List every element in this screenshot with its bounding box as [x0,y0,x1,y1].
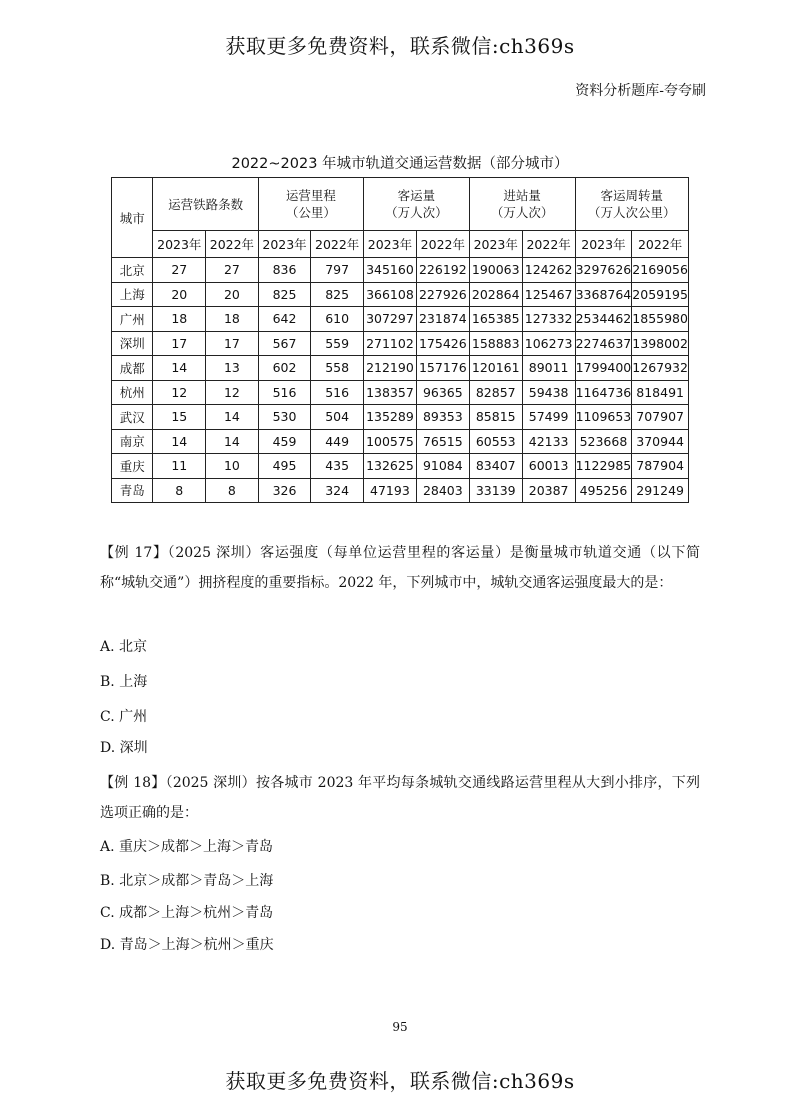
value-cell: 642 [258,307,311,332]
question-18-stem: 【例 18】（2025 深圳）按各城市 2023 年平均每条城轨交通线路运营里程从大到小排序，下列选项正确的是： [100,775,700,821]
value-cell: 523668 [575,429,632,454]
value-cell: 158883 [469,331,522,356]
value-cell: 124262 [522,258,575,283]
value-cell: 459 [258,429,311,454]
group-header-passengers [363,178,469,231]
year-header: 2023年 [575,231,632,258]
city-cell: 北京 [112,258,153,283]
value-cell: 610 [311,307,364,332]
value-cell: 132625 [363,454,416,479]
year-header: 2022年 [206,231,259,258]
value-cell: 8 [206,478,259,503]
city-cell: 青岛 [112,478,153,503]
city-header: 城市 [112,178,153,258]
value-cell: 17 [206,331,259,356]
value-cell: 516 [258,380,311,405]
value-cell: 291249 [632,478,689,503]
value-cell: 307297 [363,307,416,332]
value-cell: 13 [206,356,259,381]
value-cell: 559 [311,331,364,356]
value-cell: 271102 [363,331,416,356]
question-18-option-c: C. 成都＞上海＞杭州＞青岛 [100,905,274,921]
table-title: 2022~2023 年城市轨道交通运营数据（部分城市） [231,156,569,172]
value-cell: 231874 [416,307,469,332]
value-cell: 202864 [469,282,522,307]
value-cell: 1398002 [632,331,689,356]
value-cell: 1267932 [632,356,689,381]
value-cell: 17 [153,331,206,356]
value-cell: 89353 [416,405,469,430]
value-cell: 2169056 [632,258,689,283]
value-cell: 20 [206,282,259,307]
value-cell: 120161 [469,356,522,381]
value-cell: 345160 [363,258,416,283]
group-header-mileage [258,178,363,231]
value-cell: 11 [153,454,206,479]
value-cell: 28403 [416,478,469,503]
value-cell: 818491 [632,380,689,405]
table-row [112,405,689,430]
page-number: 95 [392,1020,408,1034]
value-cell: 14 [153,356,206,381]
city-cell: 成都 [112,356,153,381]
value-cell: 366108 [363,282,416,307]
value-cell: 324 [311,478,364,503]
year-header: 2023年 [363,231,416,258]
question-18-option-a: A. 重庆＞成都＞上海＞青岛 [100,839,274,855]
value-cell: 825 [258,282,311,307]
value-cell: 125467 [522,282,575,307]
value-cell: 47193 [363,478,416,503]
value-cell: 27 [206,258,259,283]
value-cell: 82857 [469,380,522,405]
table-row [112,380,689,405]
value-cell: 558 [311,356,364,381]
year-header: 2022年 [311,231,364,258]
value-cell: 60013 [522,454,575,479]
year-header: 2022年 [632,231,689,258]
year-header: 2023年 [469,231,522,258]
question-18-option-b: B. 北京＞成都＞青岛＞上海 [100,873,274,889]
value-cell: 96365 [416,380,469,405]
city-cell: 南京 [112,429,153,454]
table-row [112,258,689,283]
value-cell: 76515 [416,429,469,454]
city-cell: 深圳 [112,331,153,356]
question-17-option-d: D. 深圳 [100,740,148,756]
value-cell: 1122985 [575,454,632,479]
value-cell: 91084 [416,454,469,479]
value-cell: 495 [258,454,311,479]
value-cell: 836 [258,258,311,283]
value-cell: 83407 [469,454,522,479]
value-cell: 3297626 [575,258,632,283]
group-header-lines [153,178,258,231]
question-17-option-a: A. 北京 [100,639,148,655]
city-cell: 杭州 [112,380,153,405]
value-cell: 797 [311,258,364,283]
group-label: 客运周转量 （万人次公里） [588,188,676,220]
value-cell: 212190 [363,356,416,381]
value-cell: 12 [206,380,259,405]
value-cell: 157176 [416,356,469,381]
table-row [112,429,689,454]
value-cell: 2534462 [575,307,632,332]
value-cell: 787904 [632,454,689,479]
value-cell: 1164736 [575,380,632,405]
question-17-option-b: B. 上海 [100,674,148,690]
group-label: 运营铁路条数 [168,196,244,212]
value-cell: 370944 [632,429,689,454]
value-cell: 227926 [416,282,469,307]
table-row [112,356,689,381]
table-row [112,282,689,307]
value-cell: 165385 [469,307,522,332]
group-header-entries [469,178,575,231]
value-cell: 33139 [469,478,522,503]
value-cell: 138357 [363,380,416,405]
year-header: 2023年 [258,231,311,258]
value-cell: 2059195 [632,282,689,307]
value-cell: 175426 [416,331,469,356]
city-cell: 武汉 [112,405,153,430]
value-cell: 135289 [363,405,416,430]
value-cell: 226192 [416,258,469,283]
value-cell: 1109653 [575,405,632,430]
header-banner: 获取更多免费资料，联系微信:ch369s [225,34,575,58]
value-cell: 42133 [522,429,575,454]
table-body [112,258,689,503]
value-cell: 190063 [469,258,522,283]
book-subtitle: 资料分析题库-夸夸刷 [575,83,706,99]
value-cell: 449 [311,429,364,454]
year-header: 2023年 [153,231,206,258]
value-cell: 59438 [522,380,575,405]
group-label: 客运量 （万人次） [385,188,448,220]
value-cell: 100575 [363,429,416,454]
question-17-option-c: C. 广州 [100,709,148,725]
group-label: 运营里程 （公里） [285,188,336,220]
value-cell: 18 [153,307,206,332]
question-17-stem: 【例 17】（2025 深圳）客运强度（每单位运营里程的客运量）是衡量城市轨道交通（以下简称“城轨交通”）拥挤程度的重要指标。2022 年，下列城市中，城轨交通客运强度最大的是： [100,545,700,591]
value-cell: 567 [258,331,311,356]
value-cell: 127332 [522,307,575,332]
value-cell: 15 [153,405,206,430]
table-row [112,331,689,356]
value-cell: 1799400 [575,356,632,381]
value-cell: 3368764 [575,282,632,307]
value-cell: 20387 [522,478,575,503]
table-row [112,307,689,332]
value-cell: 2274637 [575,331,632,356]
value-cell: 14 [206,405,259,430]
value-cell: 57499 [522,405,575,430]
value-cell: 602 [258,356,311,381]
value-cell: 14 [206,429,259,454]
value-cell: 8 [153,478,206,503]
value-cell: 516 [311,380,364,405]
value-cell: 85815 [469,405,522,430]
city-cell: 广州 [112,307,153,332]
footer-banner: 获取更多免费资料，联系微信:ch369s [225,1069,575,1093]
value-cell: 707907 [632,405,689,430]
value-cell: 504 [311,405,364,430]
value-cell: 18 [206,307,259,332]
value-cell: 530 [258,405,311,430]
value-cell: 60553 [469,429,522,454]
value-cell: 106273 [522,331,575,356]
value-cell: 27 [153,258,206,283]
value-cell: 89011 [522,356,575,381]
value-cell: 435 [311,454,364,479]
value-cell: 1855980 [632,307,689,332]
table-row [112,454,689,479]
value-cell: 20 [153,282,206,307]
group-header-turnover [575,178,688,231]
city-cell: 上海 [112,282,153,307]
value-cell: 326 [258,478,311,503]
data-table [111,177,689,503]
year-header: 2022年 [522,231,575,258]
value-cell: 10 [206,454,259,479]
value-cell: 825 [311,282,364,307]
group-label: 进站量 （万人次） [490,188,554,220]
city-cell: 重庆 [112,454,153,479]
value-cell: 14 [153,429,206,454]
value-cell: 495256 [575,478,632,503]
year-header: 2022年 [416,231,469,258]
value-cell: 12 [153,380,206,405]
table-row [112,478,689,503]
question-18-option-d: D. 青岛＞上海＞杭州＞重庆 [100,937,274,953]
